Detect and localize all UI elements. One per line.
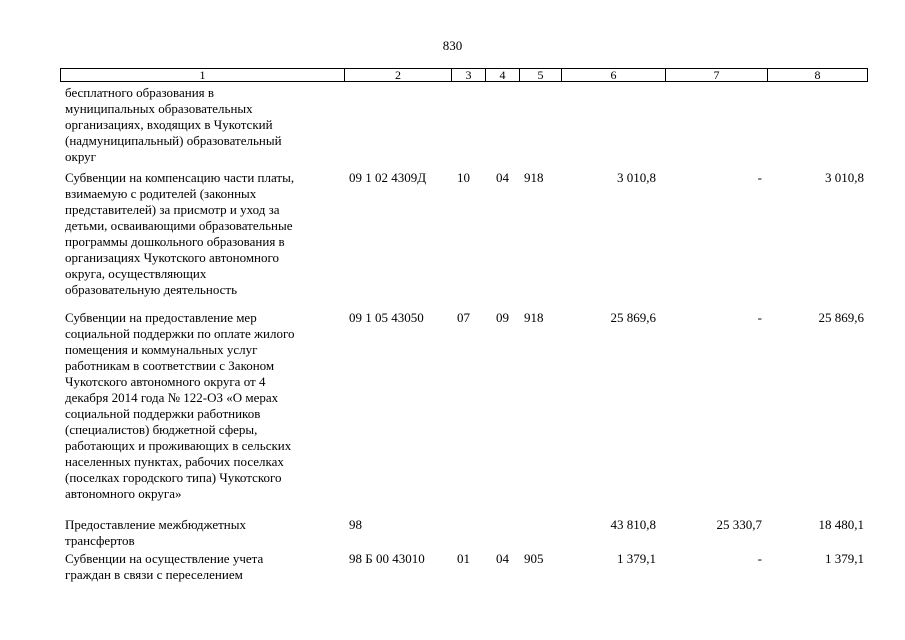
table-header <box>60 68 868 82</box>
header-col-7: 7 <box>665 69 767 81</box>
row-name-line: округа, осуществляющих <box>65 266 207 281</box>
row-admin-code: 918 <box>524 310 544 325</box>
header-col-8: 8 <box>767 69 867 81</box>
row-admin-code: 905 <box>524 551 544 566</box>
row-name-line: Предоставление межбюджетных <box>65 517 247 532</box>
row-subsection: 04 <box>496 551 509 566</box>
row-amount-col8: 25 869,6 <box>818 310 864 325</box>
row-name <box>65 517 340 549</box>
row-name-line: Субвенции на осуществление учета <box>65 551 264 566</box>
row-subsection: 09 <box>496 310 509 325</box>
row-subsection: 04 <box>496 170 509 185</box>
row-amount-col7: - <box>757 310 762 325</box>
row-name <box>65 170 340 298</box>
row-code: 98 <box>349 517 362 532</box>
row-name-line: (надмуниципальный) образовательный <box>65 133 282 148</box>
row-name <box>65 310 340 502</box>
row-name-line: Субвенции на предоставление мер <box>65 310 257 325</box>
row-name-line: автономного округа» <box>65 486 182 501</box>
row-name-line: бесплатного образования в <box>65 85 215 100</box>
header-col-5: 5 <box>519 69 561 81</box>
row-amount-total: 3 010,8 <box>617 170 656 185</box>
header-col-6: 6 <box>561 69 665 81</box>
row-name-line: организациях Чукотского автономного <box>65 250 280 265</box>
row-admin-code: 918 <box>524 170 544 185</box>
row-name-line: программы дошкольного образования в <box>65 234 285 249</box>
row-name-line: муниципальных образовательных <box>65 101 253 116</box>
row-name <box>65 85 340 165</box>
row-name <box>65 551 340 583</box>
header-col-2: 2 <box>344 69 451 81</box>
row-amount-col8: 1 379,1 <box>825 551 864 566</box>
row-name-line: Чукотского автономного округа от 4 <box>65 374 266 389</box>
row-name-line: представителей) за присмотр и уход за <box>65 202 280 217</box>
row-name-line: трансфертов <box>65 533 135 548</box>
header-col-3: 3 <box>451 69 485 81</box>
row-amount-col7: - <box>757 170 762 185</box>
row-code: 98 Б 00 43010 <box>349 551 425 566</box>
row-amount-total: 43 810,8 <box>610 517 656 532</box>
row-name-line: социальной поддержки по оплате жилого <box>65 326 295 341</box>
row-name-line: декабря 2014 года № 122-ОЗ «О мерах <box>65 390 279 405</box>
row-name-line: (поселках городского типа) Чукотского <box>65 470 282 485</box>
row-name-line: образовательную деятельность <box>65 282 238 297</box>
row-amount-col7: 25 330,7 <box>716 517 762 532</box>
row-name-line: населенных пунктах, рабочих поселках <box>65 454 284 469</box>
row-code: 09 1 02 4309Д <box>349 170 427 185</box>
row-name-line: социальной поддержки работников <box>65 406 261 421</box>
row-name-line: работникам в соответствии с Законом <box>65 358 275 373</box>
row-name-line: (специалистов) бюджетной сферы, <box>65 422 258 437</box>
row-section: 10 <box>457 170 470 185</box>
row-name-line: округ <box>65 149 96 164</box>
row-name-line: организациях, входящих в Чукотский <box>65 117 273 132</box>
row-amount-col8: 18 480,1 <box>818 517 864 532</box>
row-amount-col7: - <box>757 551 762 566</box>
row-name-line: взимаемую с родителей (законных <box>65 186 257 201</box>
header-col-1: 1 <box>199 68 206 82</box>
row-name-line: Субвенции на компенсацию части платы, <box>65 170 295 185</box>
row-name-line: работающих и проживающих в сельских <box>65 438 292 453</box>
row-amount-col8: 3 010,8 <box>825 170 864 185</box>
row-name-line: помещения и коммунальных услуг <box>65 342 258 357</box>
row-name-line: детьми, осваивающими образовательные <box>65 218 293 233</box>
row-section: 07 <box>457 310 470 325</box>
row-amount-total: 25 869,6 <box>610 310 656 325</box>
row-section: 01 <box>457 551 470 566</box>
row-name-line: граждан в связи с переселением <box>65 567 243 582</box>
header-col-4: 4 <box>485 69 519 81</box>
page-number: 830 <box>442 38 463 53</box>
row-code: 09 1 05 43050 <box>349 310 424 325</box>
row-amount-total: 1 379,1 <box>617 551 656 566</box>
